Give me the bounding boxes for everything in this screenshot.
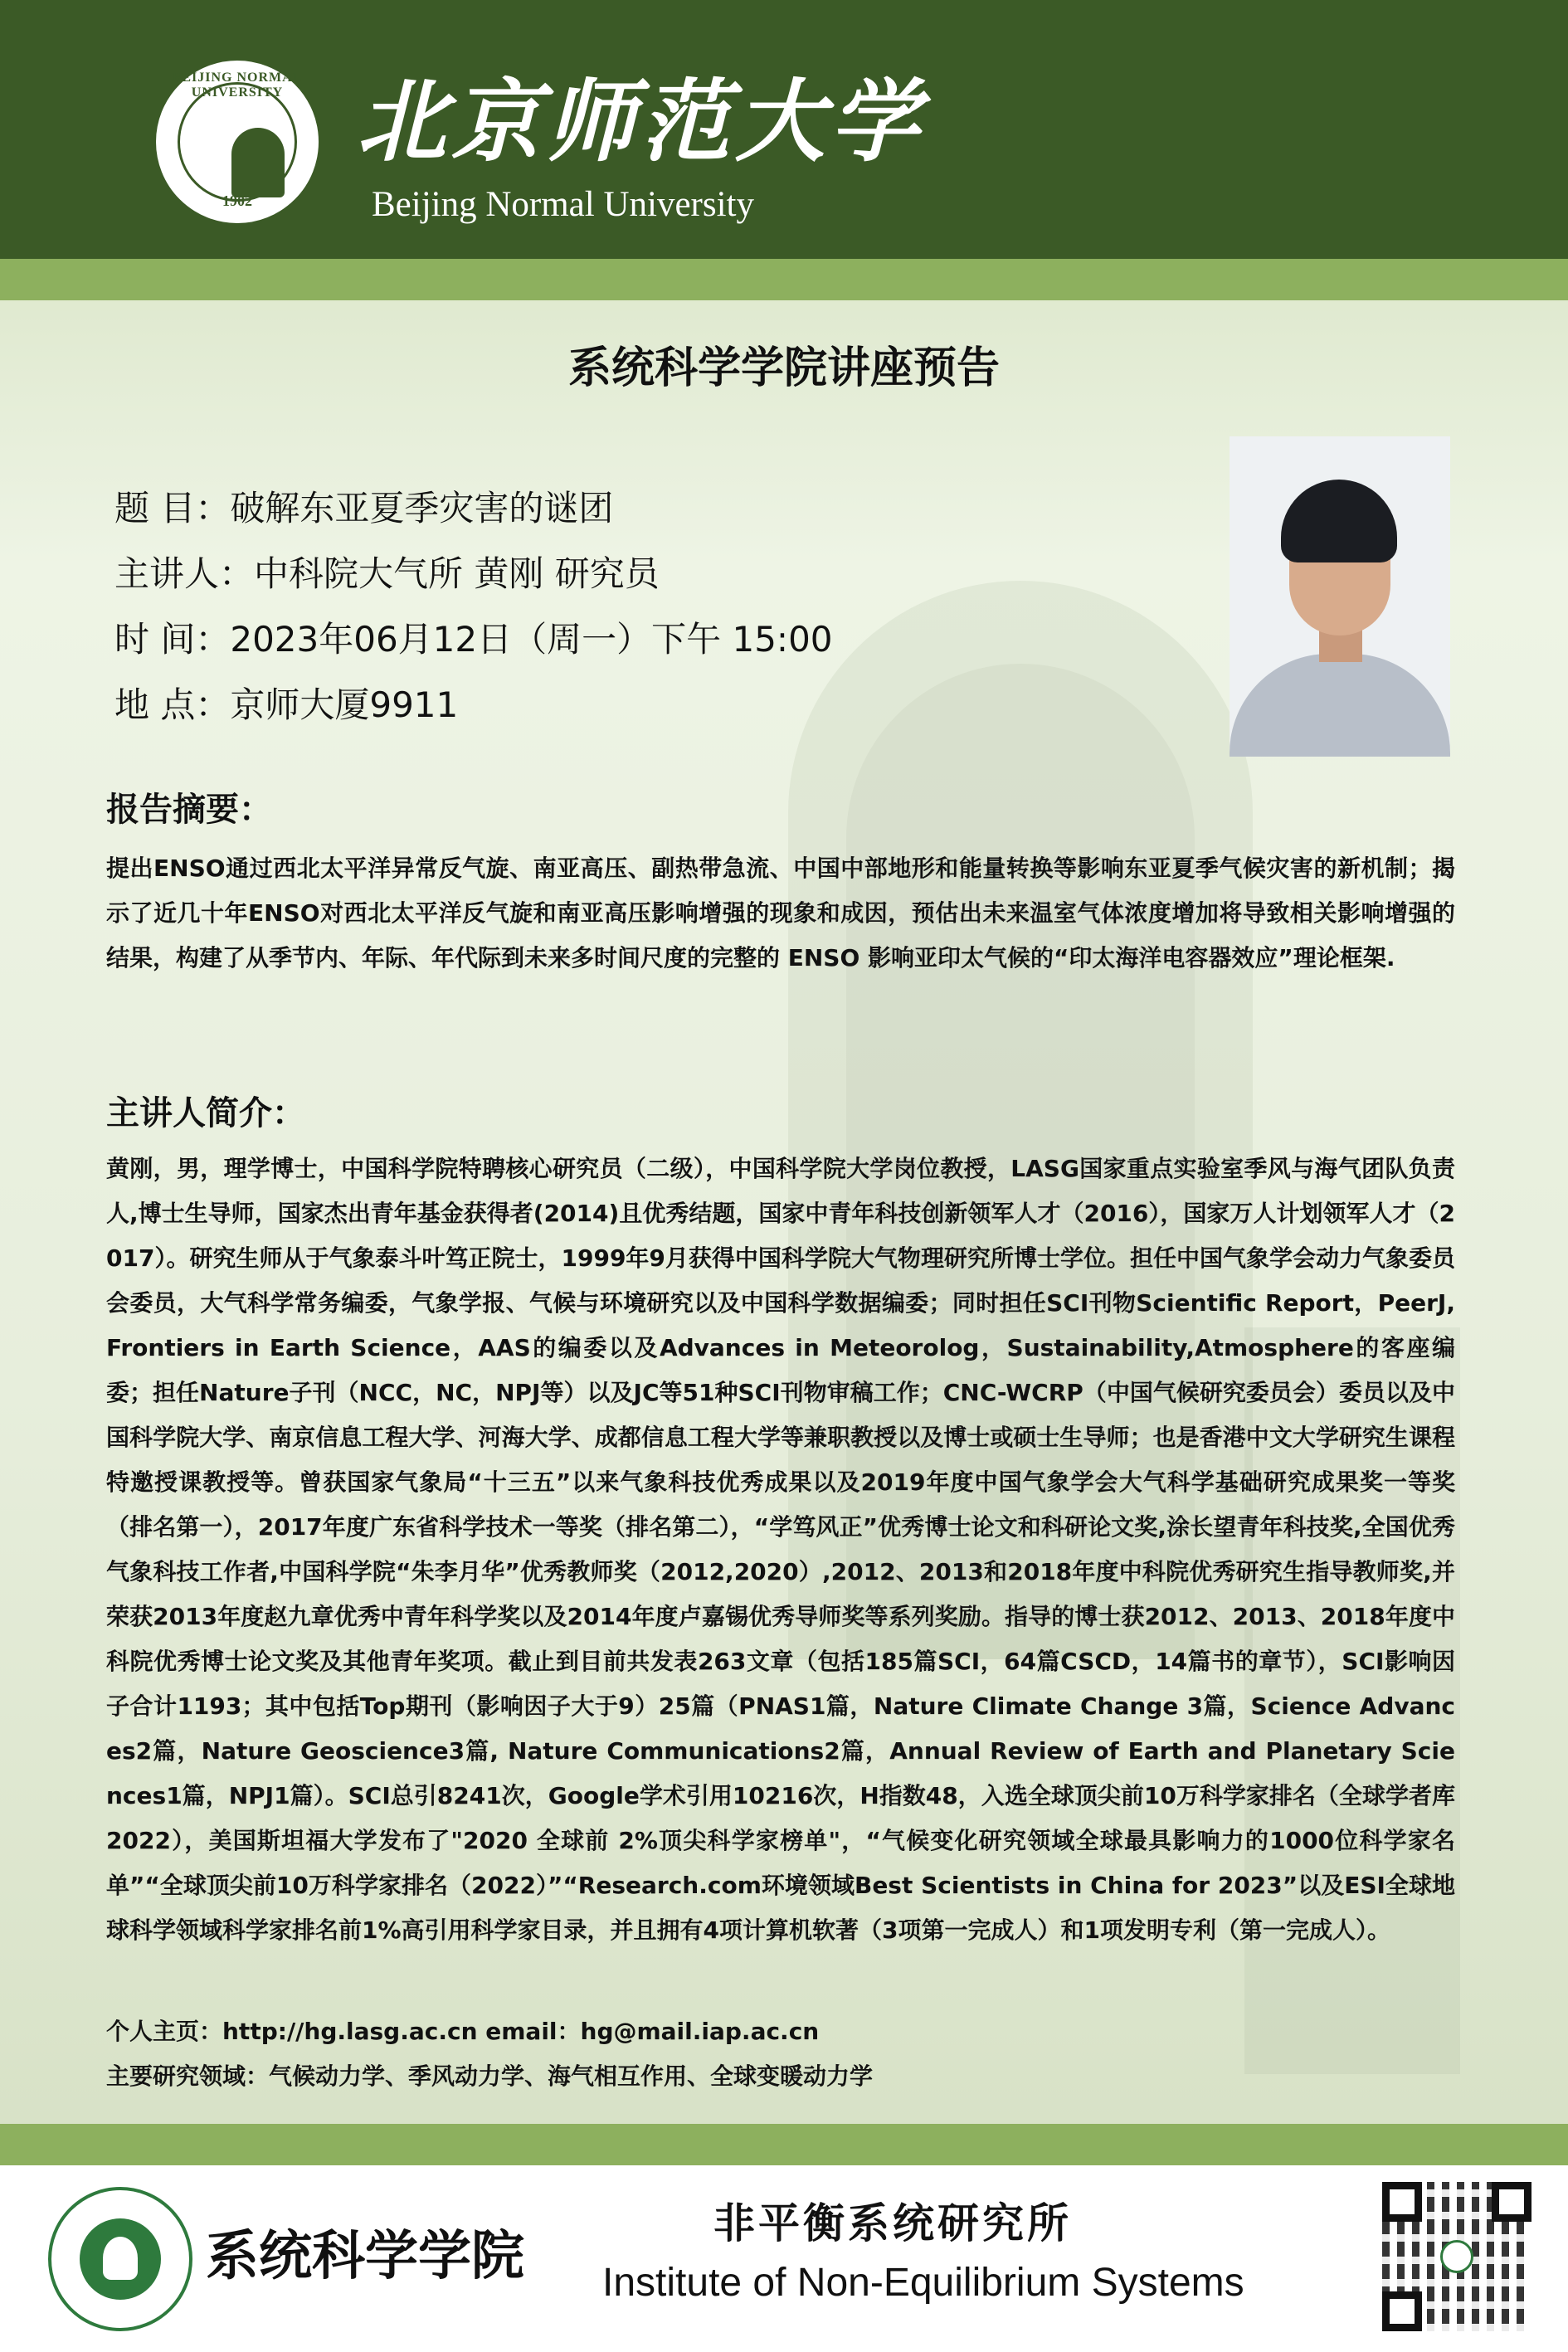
bio-text: 黄刚，男，理学博士，中国科学院特聘核心研究员（二级），中国科学院大学岗位教授，LASG国家重点实验室季风与海气团队负责人,博士生导师，国家杰出青年基金获得者(2014)且优秀结题，国家中青年科技创新领军人才（2016），国家万人计划领军人才（2017）。研究生师从于气象泰斗叶笃正院士，1999年9月获得中国科学院大气物理研究所博士学位。担任中国气象学会动力气象委员会委员，大气科学常务编委，气象学报、气候与环境研究以及中国科学数据编委；同时担任SCI刊物Scientific Report，PeerJ, Frontiers in Earth Science，AAS的编委以及Advances in Meteorolog，Sustainability,Atmosphere的客座编委；担任Nature子刊（NCC，NC，NPJ等）以及JC等51种SCI刊物审稿工作；CNC-WCRP（中国气候研究委员会）委员以及中国科学院大学、南京信息工程大学、河海大学、成都信息工程大学等兼职教授以及博士或硕士生导师；也是香港中文大学研究生课程特邀授课教授等。曾获国家气象局“十三五”以来气象科技优秀成果以及2019年度中国气象学会大气科学基础研究成果奖一等奖（排名第一），2017年度广东省科学技术一等奖（排名第二），“学笃风正”优秀博士论文和科研论文奖,涂长望青年科技奖,全国优秀气象科技工作者,中国科学院“朱李月华”优秀教师奖（2012,2020）,2012、2013和2018年度中科院优秀研究生指导教师奖,并荣获2013年度赵九章优秀中青年科学奖以及2014年度卢嘉锡优秀导师奖等系列奖励。指导的博士获2012、2013、2018年度中科院优秀博士论文奖及其他青年奖项。截止到目前共发表263文章（包括185篇SCI，64篇CSCD，14篇书的章节），SCI影响因子合计1193；其中包括Top期刊（影响因子大于9）25篇（PNAS1篇，Nature Climate Change 3篇，Science Advances2篇，Nature Geoscience3篇, Nature Communications2篇，Annual Review of Earth and Planetary Sciences1篇，NPJ1篇）。SCI总引8241次，Google学术引用10216次，H指数48，入选全球顶尖前10万科学家排名（全球学者库2022），美国斯坦福大学发布了"2020 全球前 2%顶尖科学家榜单"，“气候变化研究领域全球最具影响力的1000位科学家名单”“全球顶尖前10万科学家排名（2022）”“Research.com环境领域Best Scientists in China for 2023”以及ESI全球地球科学领域科学家排名前1%高引用科学家目录，并且拥有4项计算机软著（3项第一完成人）和1项发明专利（第一完成人）。 bbox=[106, 1155, 1455, 1944]
qr-finder-bottom-left bbox=[1382, 2291, 1422, 2331]
university-name-en: Beijing Normal University bbox=[372, 185, 754, 224]
school-logo bbox=[48, 2187, 192, 2331]
qr-finder-top-right bbox=[1492, 2182, 1531, 2222]
seal-year: 1902 bbox=[222, 192, 252, 209]
qr-finder-top-left bbox=[1382, 2182, 1422, 2222]
abstract-text: 提出ENSO通过西北太平洋异常反气旋、南亚高压、副热带急流、中国中部地形和能量转换等影响东亚夏季气候灾害的新机制；揭示了近几十年ENSO对西北太平洋反气旋和南亚高压影响增强的现象和成因，预估出未来温室气体浓度增加将导致相关影响增强的结果，构建了从季节内、年际、年代际到未来多时间尺度的完整的 ENSO 影响亚印太气候的“印太海洋电容器效应”理论框架. bbox=[106, 855, 1455, 971]
speaker-photo bbox=[1230, 436, 1450, 757]
photo-shirt bbox=[1230, 654, 1450, 757]
bell-icon bbox=[231, 128, 285, 197]
page-title: 系统科学学院讲座预告 bbox=[567, 343, 1000, 393]
school-logo-emblem bbox=[80, 2218, 161, 2300]
seal-university-name: BEIJING NORMAL UNIVERSITY bbox=[172, 71, 303, 100]
university-name-cn: 北京师范大学 bbox=[357, 70, 925, 174]
header-stripe bbox=[0, 259, 1568, 300]
bio-heading: 主讲人简介： bbox=[106, 1094, 305, 1132]
qr-center-logo-icon bbox=[1440, 2240, 1473, 2273]
homepage-line: 个人主页：http://hg.lasg.ac.cn email：hg@mail.iap.ac.cn bbox=[106, 2018, 820, 2045]
photo-hair bbox=[1281, 480, 1397, 562]
research-areas-line: 主要研究领域：气候动力学、季风动力学、海气相互作用、全球变暖动力学 bbox=[106, 2062, 874, 2090]
lecture-topic: 题 目：破解东亚夏季灾害的谜团 bbox=[114, 488, 614, 528]
institute-name-cn: 非平衡系统研究所 bbox=[713, 2199, 1072, 2247]
university-seal-logo bbox=[156, 61, 319, 223]
lecture-speaker: 主讲人：中科院大气所 黄刚 研究员 bbox=[114, 553, 660, 594]
institute-name-en: Institute of Non-Equilibrium Systems bbox=[602, 2261, 1244, 2305]
lecture-time: 时 间：2023年06月12日（周一）下午 15:00 bbox=[114, 619, 833, 660]
school-name: 系统科学学院 bbox=[206, 2226, 524, 2287]
footer-stripe bbox=[0, 2124, 1568, 2165]
lecture-place: 地 点：京师大厦9911 bbox=[114, 684, 459, 725]
leaf-icon bbox=[103, 2237, 138, 2280]
abstract-heading: 报告摘要： bbox=[106, 791, 272, 829]
